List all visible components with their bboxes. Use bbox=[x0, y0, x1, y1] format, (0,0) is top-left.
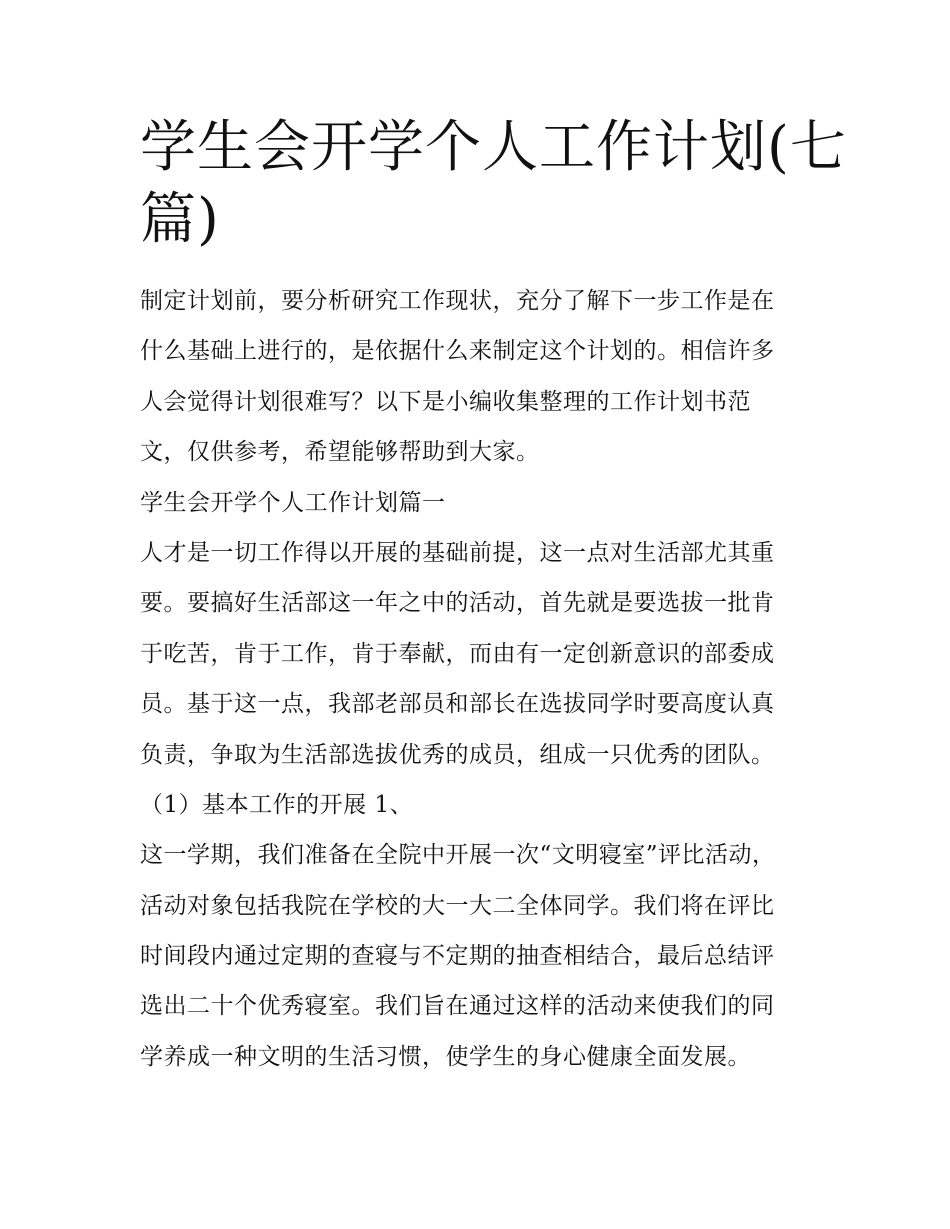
paragraph-line: 这一学期，我们准备在全院中开展一次“文明寝室”评比活动， bbox=[140, 842, 776, 869]
title-line: 篇) bbox=[140, 187, 220, 252]
document-body bbox=[140, 276, 820, 1082]
paragraph-line: 选出二十个优秀寝室。我们旨在通过这样的活动来使我们的同 bbox=[140, 993, 775, 1020]
document-title bbox=[140, 112, 847, 256]
paragraph-line: 什么基础上进行的，是依据什么来制定这个计划的。相信许多 bbox=[140, 338, 775, 365]
paragraph-line: 制定计划前，要分析研究工作现状，充分了解下一步工作是在 bbox=[140, 288, 775, 314]
paragraph-line: 人会觉得计划很难写？以下是小编收集整理的工作计划书范 bbox=[140, 388, 751, 415]
paragraph-line: 要。要搞好生活部这一年之中的活动，首先就是要选拔一批肯 bbox=[140, 590, 775, 617]
paragraph-line: 员。基于这一点，我部老部员和部长在选拔同学时要高度认真 bbox=[140, 691, 775, 718]
paragraph-line: 学养成一种文明的生活习惯，使学生的身心健康全面发展。 bbox=[140, 1043, 751, 1070]
paragraph-line: 负责，争取为生活部选拔优秀的成员，组成一只优秀的团队。 bbox=[140, 741, 775, 768]
paragraph-line: 活动对象包括我院在学校的大一大二全体同学。我们将在评比 bbox=[140, 892, 775, 919]
paragraph-line: 于吃苦，肯于工作，肯于奉献，而由有一定创新意识的部委成 bbox=[140, 640, 775, 667]
paragraph-line: 人才是一切工作得以开展的基础前提，这一点对生活部尤其重 bbox=[140, 539, 775, 566]
subsection-heading: （1）基本工作的开展 1、 bbox=[140, 791, 414, 818]
paragraph-line: 时间段内通过定期的查寝与不定期的抽查相结合，最后总结评 bbox=[140, 943, 775, 970]
paragraph-line: 文，仅供参考，希望能够帮助到大家。 bbox=[140, 439, 540, 466]
title-line: 学生会开学个人工作计划(七 bbox=[140, 115, 847, 180]
section-heading: 学生会开学个人工作计划篇一 bbox=[140, 489, 446, 516]
